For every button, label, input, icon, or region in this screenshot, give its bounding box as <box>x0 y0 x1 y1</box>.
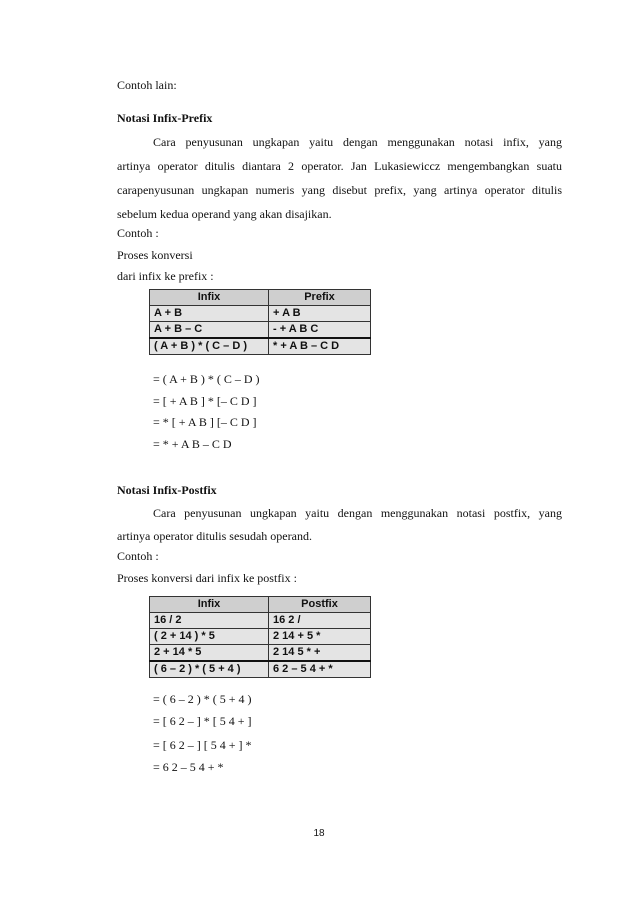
postfix-process-label: Proses konversi dari infix ke postfix : <box>117 571 297 585</box>
infix-cell: 2 + 14 * 5 <box>150 645 269 662</box>
prefix-heading: Notasi Infix-Prefix <box>117 111 213 125</box>
postfix-example-label: Contoh : <box>117 549 159 563</box>
infix-cell: A + B – C <box>150 322 269 339</box>
prefix-step-2: = [ + A B ] * [– C D ] <box>153 394 257 408</box>
postfix-conversion-table <box>149 596 371 678</box>
prefix-cell: * + A B – C D <box>269 338 371 355</box>
page-number: 18 <box>313 828 325 839</box>
postfix-cell: 2 14 5 * + <box>269 645 371 662</box>
prefix-step-1: = ( A + B ) * ( C – D ) <box>153 372 260 386</box>
postfix-cell: 16 2 / <box>269 613 371 629</box>
prefix-step-4: = * + A B – C D <box>153 437 232 451</box>
postfix-step-2: = [ 6 2 – ] * [ 5 4 + ] <box>153 714 252 728</box>
prefix-direction-label: dari infix ke prefix : <box>117 269 214 283</box>
infix-header: Infix <box>150 290 269 306</box>
postfix-cell: 6 2 – 5 4 + * <box>269 661 371 678</box>
infix-cell: ( A + B ) * ( C – D ) <box>150 338 269 355</box>
postfix-header: Postfix <box>269 597 371 613</box>
table-row <box>150 613 371 629</box>
table-header-row <box>150 597 371 613</box>
prefix-example-label: Contoh : <box>117 226 159 240</box>
prefix-step-3: = * [ + A B ] [– C D ] <box>153 415 257 429</box>
infix-cell: ( 6 – 2 ) * ( 5 + 4 ) <box>150 661 269 678</box>
postfix-heading: Notasi Infix-Postfix <box>117 483 217 497</box>
table-row <box>150 322 371 339</box>
postfix-cell: 2 14 + 5 * <box>269 629 371 645</box>
table-row <box>150 661 371 678</box>
infix-cell: A + B <box>150 306 269 322</box>
prefix-process-label: Proses konversi <box>117 248 193 262</box>
intro-text: Contoh lain: <box>117 78 177 92</box>
prefix-para-line-1: Cara penyusunan ungkapan yaitu dengan menggunakan notasi infix, yang <box>153 135 562 149</box>
postfix-step-3: = [ 6 2 – ] [ 5 4 + ] * <box>153 738 252 752</box>
postfix-step-4: = 6 2 – 5 4 + * <box>153 760 224 774</box>
prefix-cell: + A B <box>269 306 371 322</box>
prefix-header: Prefix <box>269 290 371 306</box>
prefix-cell: - + A B C <box>269 322 371 339</box>
table-header-row <box>150 290 371 306</box>
prefix-para-line-3: carapenyusunan ungkapan numeris yang disebut prefix, yang artinya operator ditulis <box>117 183 562 197</box>
prefix-para-line-2: artinya operator ditulis diantara 2 operator. Jan Lukasiewiccz mengembangkan suatu <box>117 159 562 173</box>
postfix-para-line-1: Cara penyusunan ungkapan yaitu dengan menggunakan notasi postfix, yang <box>153 506 562 520</box>
infix-cell: 16 / 2 <box>150 613 269 629</box>
postfix-para-line-2: artinya operator ditulis sesudah operand. <box>117 529 312 543</box>
table-row <box>150 306 371 322</box>
postfix-step-1: = ( 6 – 2 ) * ( 5 + 4 ) <box>153 692 252 706</box>
prefix-conversion-table <box>149 289 371 355</box>
table-row <box>150 645 371 662</box>
infix-header: Infix <box>150 597 269 613</box>
table-row <box>150 629 371 645</box>
table-row <box>150 338 371 355</box>
prefix-para-line-4: sebelum kedua operand yang akan disajikan. <box>117 207 332 221</box>
infix-cell: ( 2 + 14 ) * 5 <box>150 629 269 645</box>
